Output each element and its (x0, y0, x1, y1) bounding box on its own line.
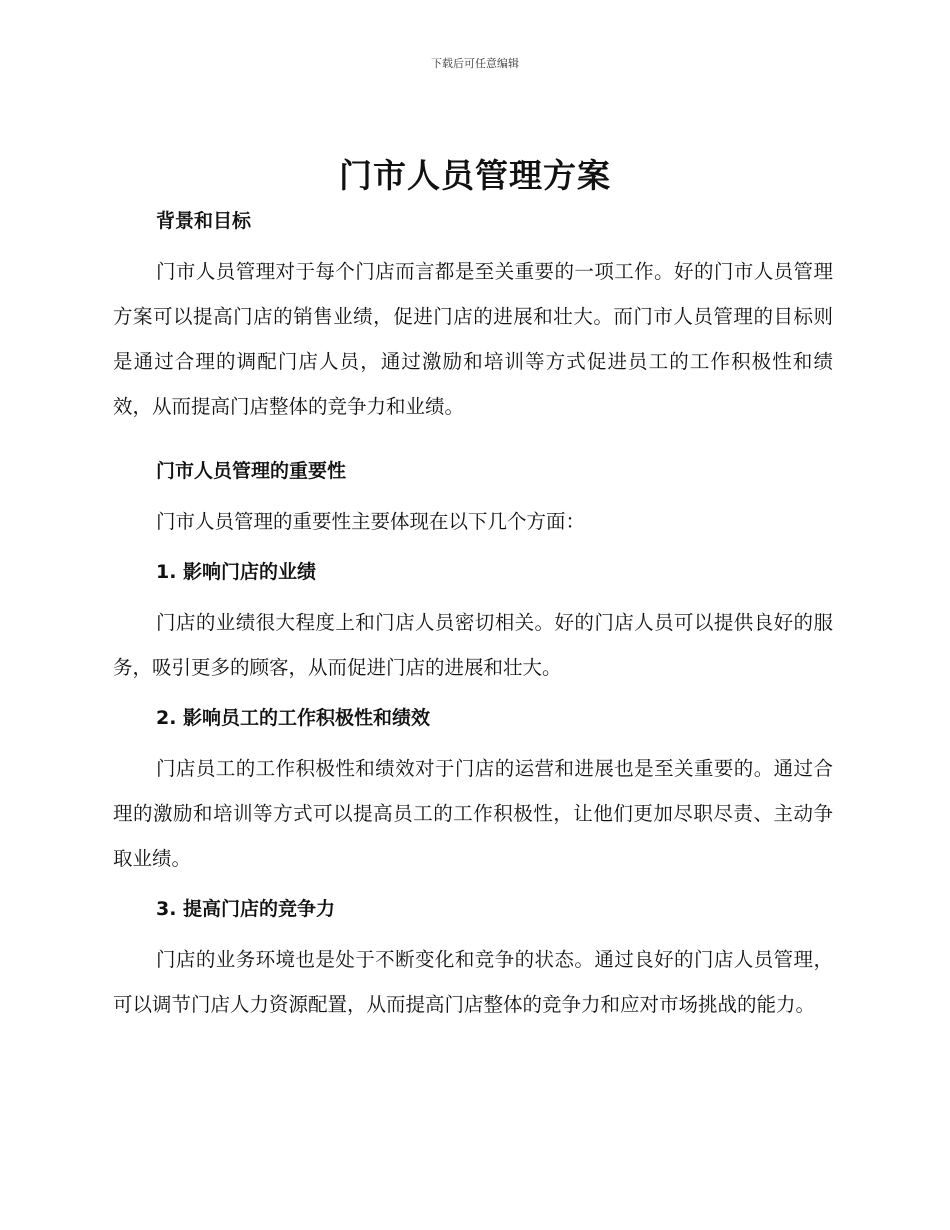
section-paragraph-importance: 门市人员管理的重要性主要体现在以下几个方面： (156, 510, 586, 533)
section-paragraph-point3: 门店的业务环境也是处于不断变化和竞争的状态。通过良好的门店人员管理，可以调节门店人力资源配置，从而提高门店整体的竞争力和应对市场挑战的能力。 (113, 948, 833, 1016)
section-heading-point2: 2. 影响员工的工作积极性和绩效 (156, 707, 431, 729)
document-body (113, 205, 833, 1027)
section-heading-background: 背景和目标 (156, 210, 252, 232)
document-title: 门市人员管理方案 (339, 156, 611, 195)
section-heading-point1: 1. 影响门店的业绩 (156, 561, 317, 583)
section-heading-point3: 3. 提高门店的竞争力 (156, 898, 336, 920)
section-paragraph-point2: 门店员工的工作积极性和绩效对于门店的运营和进展也是至关重要的。通过合理的激励和培训等方式可以提高员工的工作积极性，让他们更加尽职尽责、主动争取业绩。 (113, 757, 833, 870)
section-paragraph-background: 门市人员管理对于每个门店而言都是至关重要的一项工作。好的门市人员管理方案可以提高门店的销售业绩，促进门店的进展和壮大。而门市人员管理的目标则是通过合理的调配门店人员，通过激励和培训等方式促进员工的工作积极性和绩效，从而提高门店整体的竞争力和业绩。 (113, 260, 833, 418)
section-heading-importance: 门市人员管理的重要性 (156, 460, 347, 482)
section-paragraph-point1: 门店的业绩很大程度上和门店人员密切相关。好的门店人员可以提供良好的服务，吸引更多的顾客，从而促进门店的进展和壮大。 (113, 611, 833, 679)
header-note: 下载后可任意编辑 (431, 57, 519, 70)
